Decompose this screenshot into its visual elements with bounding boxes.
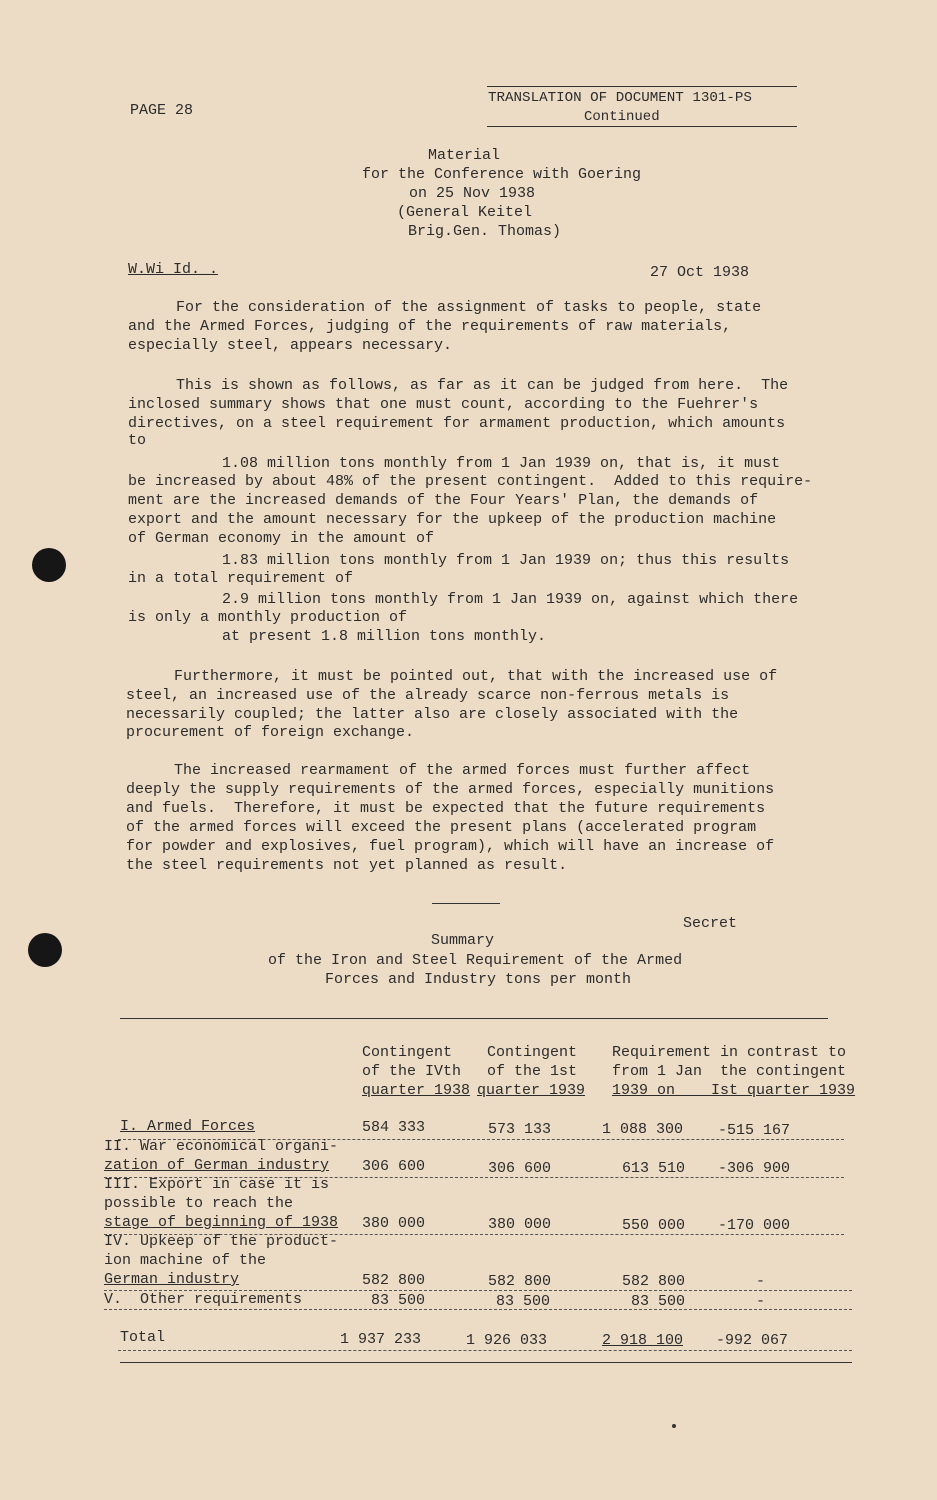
- total-contrast: -992 067: [716, 1332, 789, 1349]
- row-label-armed-forces: I. Armed Forces: [120, 1118, 256, 1135]
- paragraph-2-line: is only a monthly production of: [128, 609, 408, 626]
- row-label-export: possible to reach the: [104, 1195, 294, 1212]
- paragraph-2-line: of German economy in the amount of: [128, 530, 435, 547]
- paragraph-4-line: The increased rearmament of the armed forces must further affect: [174, 762, 751, 779]
- paragraph-4-line: the steel requirements not yet planned as result.: [126, 857, 568, 874]
- translation-title: TRANSLATION OF DOCUMENT 1301-PS: [488, 90, 752, 106]
- header-bottom-rule: [487, 126, 797, 127]
- paragraph-2-line: export and the amount necessary for the upkeep of the production machine: [128, 511, 777, 528]
- heading-line-2: for the Conference with Goering: [362, 166, 642, 183]
- column-header-requirement: 1939 on Ist quarter 1939: [612, 1082, 856, 1099]
- table-top-rule: [120, 1018, 828, 1019]
- paragraph-4-line: and fuels. Therefore, it must be expected that the future requirements: [126, 800, 766, 817]
- total-requirement: 2 918 100: [602, 1332, 684, 1349]
- cell-contrast: -: [756, 1273, 766, 1290]
- row-label-war-economical: II. War economical organi-: [104, 1138, 339, 1155]
- column-header-q4-1938: of the IVth: [362, 1063, 462, 1080]
- punch-hole-top: [32, 548, 66, 582]
- row-label-upkeep: German industry: [104, 1271, 240, 1288]
- header-top-rule: [487, 86, 797, 87]
- cell-q4-1938: 582 800: [362, 1272, 426, 1289]
- heading-line-4: (General Keitel: [397, 204, 533, 221]
- paragraph-2-line: This is shown as follows, as far as it can be judged from here. The: [176, 377, 789, 394]
- cell-q4-1938: 306 600: [362, 1158, 426, 1175]
- paragraph-2-line: at present 1.8 million tons monthly.: [222, 628, 547, 645]
- cell-contrast: -: [756, 1293, 766, 1310]
- punch-hole-bottom: [28, 933, 62, 967]
- paragraph-4-line: for powder and explosives, fuel program), which will have an increase of: [126, 838, 775, 855]
- section-separator: [432, 903, 500, 904]
- paragraph-3-line: Furthermore, it must be pointed out, that with the increased use of: [174, 668, 778, 685]
- column-header-q4-1938: Contingent: [362, 1044, 453, 1061]
- paragraph-2-line: ment are the increased demands of the Four Years' Plan, the demands of: [128, 492, 759, 509]
- total-q4-1938: 1 937 233: [340, 1331, 422, 1348]
- column-header-q1-1939: quarter 1939: [477, 1082, 586, 1099]
- column-header-q1-1939: of the 1st: [487, 1063, 578, 1080]
- row-label-other: V. Other requirements: [104, 1291, 303, 1308]
- paragraph-2-line: in a total requirement of: [128, 570, 354, 587]
- office-reference: W.Wi Id._.: [128, 261, 219, 278]
- column-header-requirement: Requirement in contrast to: [612, 1044, 847, 1061]
- heading-line-5: Brig.Gen. Thomas): [408, 223, 562, 240]
- column-header-requirement: from 1 Jan the contingent: [612, 1063, 847, 1080]
- cell-requirement: 550 000: [622, 1217, 686, 1234]
- row-label-war-economical: zation of German industry: [104, 1157, 330, 1174]
- page-label: PAGE 28: [130, 102, 194, 119]
- summary-subtitle-2: Forces and Industry tons per month: [325, 971, 632, 988]
- paragraph-2-line: inclosed summary shows that one must count, according to the Fuehrer's: [128, 396, 759, 413]
- summary-title: Summary: [431, 932, 495, 949]
- row-label-export: III. Export in case it is: [104, 1176, 330, 1193]
- paragraph-3-line: steel, an increased use of the already scarce non-ferrous metals is: [126, 687, 730, 704]
- row-label-upkeep: IV. Upkeep of the product-: [104, 1233, 339, 1250]
- paragraph-4-line: of the armed forces will exceed the present plans (accelerated program: [126, 819, 757, 836]
- cell-q4-1938: 584 333: [362, 1119, 426, 1136]
- column-header-q4-1938: quarter 1938: [362, 1082, 471, 1099]
- cell-q1-1939: 582 800: [488, 1273, 552, 1290]
- column-header-q1-1939: Contingent: [487, 1044, 578, 1061]
- paragraph-1-line: and the Armed Forces, judging of the requirements of raw materials,: [128, 318, 732, 335]
- paragraph-2-line: to: [128, 432, 147, 449]
- total-label: Total: [120, 1329, 166, 1346]
- cell-requirement: 1 088 300: [602, 1121, 684, 1138]
- cell-q4-1938: 380 000: [362, 1215, 426, 1232]
- cell-contrast: -170 000: [718, 1217, 791, 1234]
- cell-q1-1939: 83 500: [496, 1293, 551, 1310]
- cell-q1-1939: 380 000: [488, 1216, 552, 1233]
- paragraph-2-line: 1.83 million tons monthly from 1 Jan 1939 on; thus this results: [222, 552, 790, 569]
- paragraph-3-line: procurement of foreign exchange.: [126, 724, 415, 741]
- document-date: 27 Oct 1938: [650, 264, 750, 281]
- row-underline: [104, 1309, 852, 1310]
- continued-label: Continued: [584, 109, 660, 125]
- cell-q4-1938: 83 500: [371, 1292, 426, 1309]
- paragraph-2-line: directives, on a steel requirement for armament production, which amounts: [128, 415, 786, 432]
- row-label-upkeep: ion machine of the: [104, 1252, 267, 1269]
- cell-requirement: 83 500: [631, 1293, 686, 1310]
- secret-label: Secret: [683, 915, 738, 932]
- heading-line-1: Material: [428, 147, 501, 164]
- cell-contrast: -306 900: [718, 1160, 791, 1177]
- paragraph-2-line: 1.08 million tons monthly from 1 Jan 1939 on, that is, it must: [222, 455, 781, 472]
- cell-requirement: 582 800: [622, 1273, 686, 1290]
- cell-q1-1939: 306 600: [488, 1160, 552, 1177]
- paragraph-1-line: especially steel, appears necessary.: [128, 337, 453, 354]
- paragraph-1-line: For the consideration of the assignment of tasks to people, state: [176, 299, 762, 316]
- heading-line-3: on 25 Nov 1938: [409, 185, 536, 202]
- cell-requirement: 613 510: [622, 1160, 686, 1177]
- row-label-export: stage of beginning of 1938: [104, 1214, 339, 1231]
- paragraph-2-line: be increased by about 48% of the present contingent. Added to this require-: [128, 473, 813, 490]
- table-bottom-rule: [120, 1362, 852, 1363]
- cell-q1-1939: 573 133: [488, 1121, 552, 1138]
- total-q1-1939: 1 926 033: [466, 1332, 548, 1349]
- cell-contrast: -515 167: [718, 1122, 791, 1139]
- ink-dot: [672, 1424, 676, 1428]
- paragraph-4-line: deeply the supply requirements of the armed forces, especially munitions: [126, 781, 775, 798]
- paragraph-2-line: 2.9 million tons monthly from 1 Jan 1939 on, against which there: [222, 591, 799, 608]
- total-underline: [118, 1350, 852, 1351]
- summary-subtitle-1: of the Iron and Steel Requirement of the Armed: [268, 952, 683, 969]
- paragraph-3-line: necessarily coupled; the latter also are closely associated with the: [126, 706, 739, 723]
